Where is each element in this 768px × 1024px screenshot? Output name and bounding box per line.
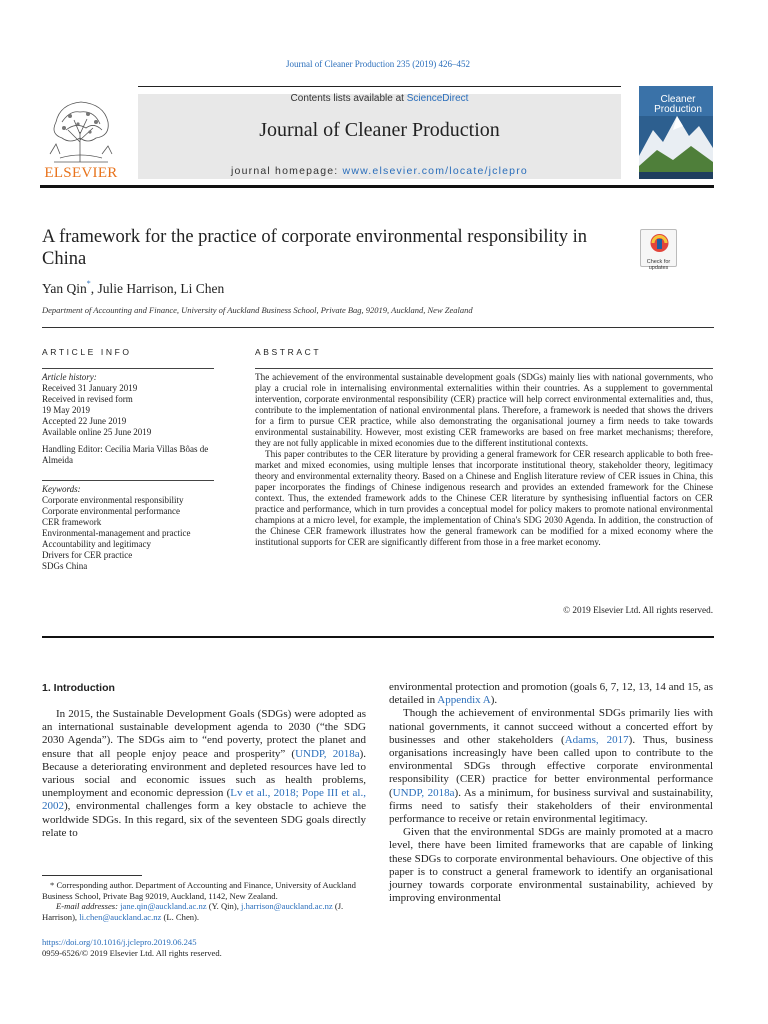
handling-editor: Handling Editor: Cecilia Maria Villas Bôas de Almeida: [42, 444, 209, 465]
abstract-copyright: © 2019 Elsevier Ltd. All rights reserved.: [563, 605, 713, 615]
contents-prefix: Contents lists available at: [290, 93, 404, 104]
sciencedirect-link[interactable]: ScienceDirect: [406, 93, 469, 104]
article-info-rule: [42, 368, 214, 369]
intro-paragraph-3: Given that the environmental SDGs are mainly promoted at a macro level, there have been limited frameworks that are capable of linking these SDGs to corporate environmental behaviours. One objective of this paper is to construct a general framework to identify an organisational journey towards corporate environmental sustainability, achieved by improving environmental: [389, 826, 713, 905]
introduction-heading: 1. Introduction: [42, 682, 115, 694]
author-first[interactable]: Yan Qin: [42, 281, 87, 296]
text-span: In 2015, the Sustainable Development Goals (SDGs) were adopted as an international sustainable development agenda to 2030 (“the SDG 2030 Agenda”). The SDGs aim to “end poverty, protect the planet and ensure that all people enjoy peace and prosperity” (: [42, 708, 366, 760]
keyword-item: Drivers for CER practice: [42, 550, 133, 560]
cover-title-line2: Production: [654, 104, 702, 115]
history-item: Available online 25 June 2019: [42, 427, 152, 437]
abstract-bottom-rule: [42, 636, 714, 638]
keyword-item: CER framework: [42, 517, 102, 527]
body-column-right: [389, 681, 713, 905]
keywords-label: Keywords:: [42, 484, 81, 494]
corresponding-author-note: * Corresponding author. Department of Accounting and Finance, University of Auckland Business School, Private Bag 92019, Auckland, 1142, New Zealand.: [42, 880, 356, 901]
email-link[interactable]: jane.qin@auckland.ac.nz: [120, 901, 207, 911]
text-span: ). Because a deteriorating environment and depleted resources have led to various social and economic issues such as health problems, unemployment and economic depression (: [42, 747, 366, 800]
email-addresses: [42, 901, 368, 922]
citation-link[interactable]: Lv et al., 2018; Pope III et al., 2002: [42, 787, 366, 813]
cover-title: [645, 95, 711, 115]
abstract-paragraph-2: This paper contributes to the CER literature by providing a general framework for CER research applicable to both free-market and mixed economies, using multiple lenses that incorporate institutional theory, stakeholder theory, legitimacy theory and environmental externality theory. Based on a Chinese and English literature review of CER issues in China, this paper incorporates the findings of Chinese indigenous research and provides an extended framework for the Chinese context. Thus, the extended framework adds to the Chinese CER literature by synthesising influential factors on CER practice and performance, which in turn provides a conceptual model for policy makers to promote national environmental champions at a micro level, for example, the implementation of China's SDG 2030 Agenda. In addition, the construction of the Chinese CER framework illustrates how the general framework can be modified for a mixed economy where the institutional supports for CER are significantly different from those in a free market economy.: [255, 449, 713, 547]
history-label: Article history:: [42, 372, 97, 382]
journal-title: Journal of Cleaner Production: [259, 119, 500, 141]
text-span: ). Thus, business organisations increasingly have been called upon to contribute to the environmental SDGs through effective corporate environmental responsibility (CER) practice for better environmental performance (: [389, 733, 713, 799]
email-owner: (L. Chen).: [161, 911, 200, 922]
keyword-item: Corporate environmental responsibility: [42, 495, 184, 505]
history-item: 19 May 2019: [42, 405, 90, 415]
journal-homepage-line: [138, 165, 621, 177]
homepage-prefix: journal homepage:: [231, 165, 339, 177]
article-history: [42, 372, 217, 466]
citation-link[interactable]: UNDP, 2018a: [392, 786, 455, 799]
article-title: A framework for the practice of corporate environmental responsibility in China: [42, 227, 588, 269]
email-owner: (Y. Qin),: [206, 901, 242, 911]
keywords-rule: [42, 480, 214, 481]
crossmark-icon: [641, 230, 678, 254]
abstract-text: [255, 372, 713, 548]
appendix-link[interactable]: Appendix A: [437, 694, 491, 707]
citation-link[interactable]: UNDP, 2018a: [295, 747, 360, 760]
email-link[interactable]: li.chen@auckland.ac.nz: [79, 911, 162, 922]
author-rest: , Julie Harrison, Li Chen: [90, 281, 225, 296]
corresponding-author-mark[interactable]: *: [86, 279, 91, 288]
abstract-rule: [255, 368, 713, 369]
doi-link[interactable]: https://doi.org/10.1016/j.jclepro.2019.06.245: [42, 937, 197, 947]
keywords: [42, 484, 217, 572]
email-owner: (J. Harrison),: [42, 901, 344, 922]
text-span: environmental protection and promotion (goals 6, 7, 12, 13, 14 and 15, as detailed in: [389, 681, 713, 707]
journal-citation-link[interactable]: Journal of Cleaner Production 235 (2019) 426–452: [286, 59, 470, 69]
body-column-left: [42, 708, 366, 840]
email-link[interactable]: j.harrison@auckland.ac.nz: [241, 901, 333, 911]
check-for-updates-button[interactable]: [640, 229, 677, 271]
email-label: E-mail addresses:: [56, 901, 118, 911]
intro-paragraph-continued: [389, 681, 713, 707]
intro-paragraph-2: [389, 707, 713, 826]
elsevier-wordmark: ELSEVIER: [44, 165, 118, 181]
citation-link[interactable]: Adams, 2017: [564, 733, 629, 746]
text-span: Though the achievement of environmental SDGs primarily lies with national governments, it cannot succeed without a concerted effort by businesses and other stakeholders (: [389, 707, 713, 746]
keyword-item: Environmental-management and practice: [42, 528, 191, 538]
text-span: ), environmental challenges form a key obstacle to achieve the worldwide SDGs. In this regard, six of the seventeen SDG goals directly relate to: [42, 800, 366, 839]
header-thin-rule: [138, 86, 621, 87]
text-span: ).: [490, 694, 498, 707]
author-list: [42, 281, 224, 297]
homepage-link[interactable]: www.elsevier.com/locate/jclepro: [342, 165, 528, 177]
crossmark-label: Check for updates: [646, 259, 671, 271]
history-item: Received 31 January 2019: [42, 383, 138, 393]
keyword-item: Corporate environmental performance: [42, 506, 180, 516]
journal-cover-image[interactable]: [639, 86, 713, 179]
header-rule: [40, 185, 714, 188]
issn-copyright: 0959-6526/© 2019 Elsevier Ltd. All rights reserved.: [42, 948, 222, 958]
title-divider: [42, 327, 714, 328]
footnote-rule: [42, 875, 142, 876]
article-info-heading: ARTICLE INFO: [42, 347, 132, 357]
abstract-heading: ABSTRACT: [255, 347, 322, 357]
text-span: ). As a minimum, for business survival and sustainability, firms need to satisfy their stakeholders of their environmental performance to receive or retain environmental legitimacy.: [389, 786, 713, 826]
keyword-item: Accountability and legitimacy: [42, 539, 151, 549]
history-item: Received in revised form: [42, 394, 133, 404]
keyword-item: SDGs China: [42, 561, 88, 571]
contents-available-line: [138, 93, 621, 104]
history-item: Accepted 22 June 2019: [42, 416, 127, 426]
intro-paragraph-1: [42, 708, 366, 840]
abstract-paragraph-1: The achievement of the environmental sustainable development goals (SDGs) mainly lies with national governments, who play a crucial role in internalising environmental externalities within their countries. As a supplement to governmental intervention, corporate environmental responsibility (CER) practice will help correct environmental externalities and, thus, contribute to the implementation of national environmental plans. Therefore, a framework is needed that shows the drivers for a firm to pursue CER practice, while also demonstrating the organisational journey a firm needs to take towards environmental sustainability. However, most existing CER frameworks are based on free market mechanisms; therefore, they are not fully applicable in mixed economies due to the different institutional contexts.: [255, 372, 713, 448]
footnote: [42, 880, 368, 922]
author-affiliation: Department of Accounting and Finance, University of Auckland Business School, Private Bag, 92019, Auckland, New Zealand: [42, 305, 473, 315]
cover-title-line1: Cleaner: [660, 94, 696, 105]
